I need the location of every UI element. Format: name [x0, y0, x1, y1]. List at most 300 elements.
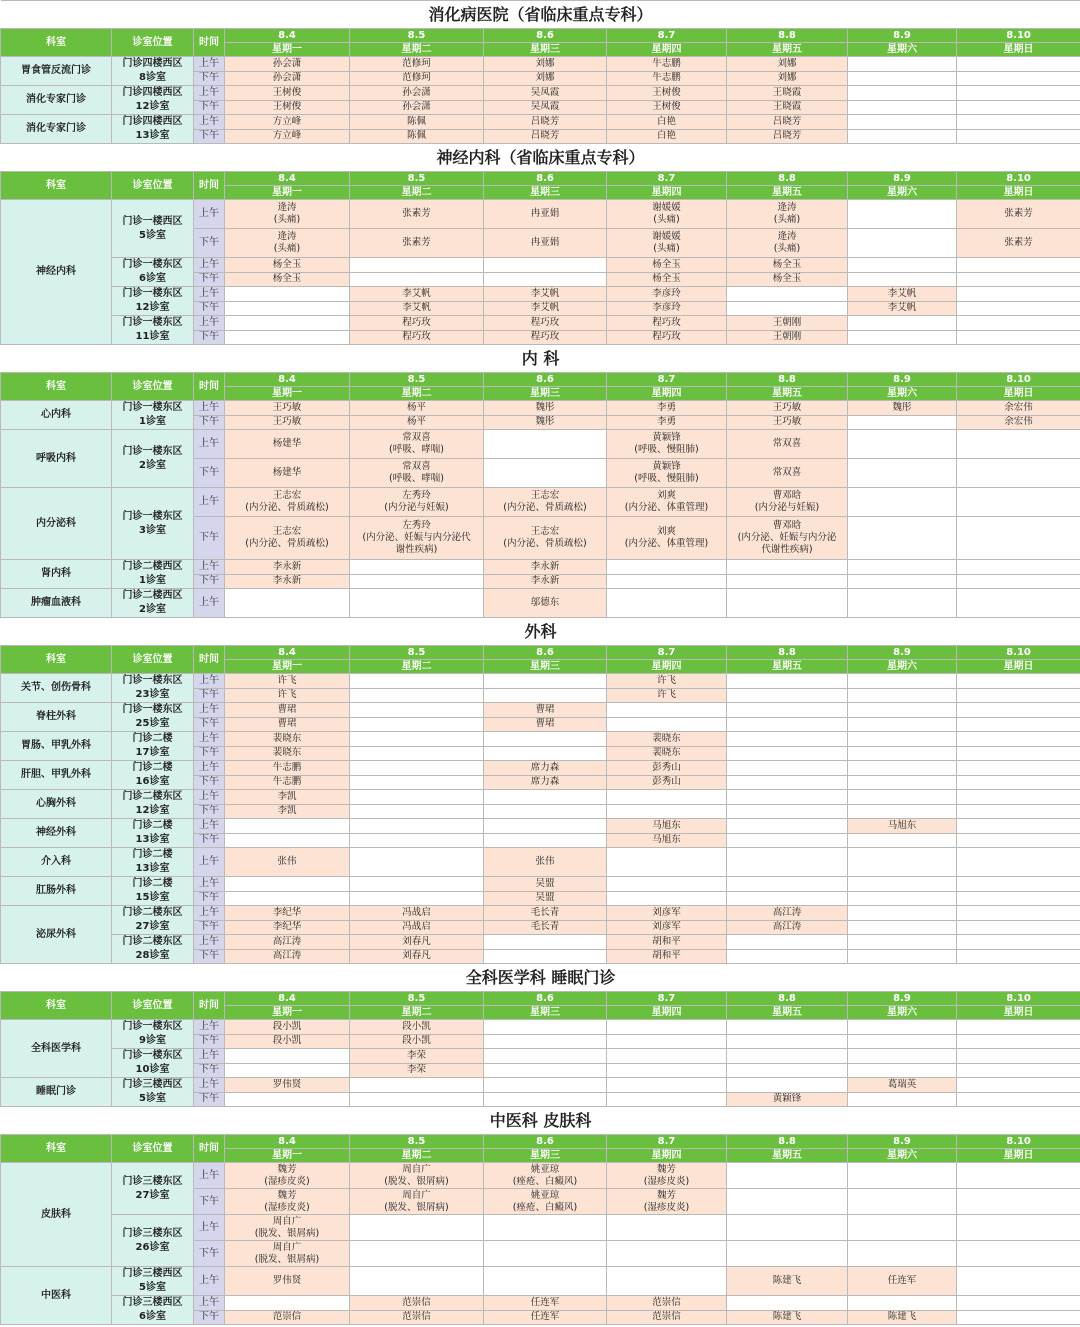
header-weekday: 星期五 — [727, 1006, 848, 1020]
doctor-cell — [848, 430, 957, 459]
period-cell: 下午 — [194, 330, 225, 345]
department-cell: 全科医学科 — [1, 1020, 112, 1078]
cell-text: (痤疮、白癜风) — [512, 1201, 578, 1213]
doctor-cell — [350, 272, 484, 287]
doctor-cell — [957, 415, 1080, 430]
doctor-cell — [350, 833, 484, 848]
doctor-cell — [225, 100, 350, 115]
header-weekday: 星期四 — [607, 1006, 727, 1020]
cell-text: 张素芳 — [1004, 208, 1033, 219]
section-title: 全科医学科 睡眠门诊 — [1, 964, 1080, 992]
cell-text: 吕晓芳 — [772, 130, 802, 142]
cell-text: 左秀玲 — [402, 490, 431, 501]
header-weekday: 星期二 — [350, 1149, 484, 1163]
doctor-cell — [848, 1296, 957, 1311]
doctor-cell — [607, 833, 727, 848]
cell-text: 门诊三楼西区 — [122, 1079, 183, 1090]
period-cell: 上午 — [194, 560, 225, 575]
header-weekday: 星期三 — [484, 1006, 607, 1020]
table-row — [1, 761, 1080, 776]
cell-text: 刘彦军 — [652, 921, 681, 933]
doctor-cell — [225, 1163, 350, 1189]
doctor-cell — [484, 129, 607, 144]
period-cell: 上午 — [194, 761, 225, 776]
doctor-cell — [607, 804, 727, 819]
table-row — [1, 906, 1080, 921]
table-row — [1, 790, 1080, 805]
doctor-cell — [350, 949, 484, 964]
cell-text: 曹邓晗 — [772, 490, 802, 501]
cell-text: 李永新 — [272, 575, 302, 587]
cell-text: 门诊二楼东区 — [122, 907, 183, 918]
cell-text: 高江涛 — [772, 921, 802, 933]
cell-text: 门诊二楼 — [132, 878, 173, 889]
doctor-cell — [607, 1034, 727, 1049]
header-weekday: 星期二 — [350, 186, 484, 200]
doctor-cell — [848, 115, 957, 130]
cell-text: 程巧玫 — [652, 316, 681, 328]
cell-text: 5诊室 — [139, 1282, 166, 1293]
department-cell: 关节、创伤骨科 — [1, 674, 112, 703]
cell-text: 李艾帆 — [530, 287, 560, 299]
period-cell: 下午 — [194, 129, 225, 144]
cell-text: 段小凯 — [402, 1035, 431, 1047]
cell-text: 逄涛 — [277, 202, 297, 213]
doctor-cell — [957, 560, 1080, 575]
doctor-cell — [350, 258, 484, 273]
cell-text: 曹邓晗 — [772, 520, 802, 531]
doctor-cell — [727, 717, 848, 732]
doctor-cell — [607, 1310, 727, 1325]
header-date: 8.4 — [225, 172, 350, 186]
table-row — [1, 488, 1080, 517]
doctor-cell — [225, 790, 350, 805]
header-date: 8.9 — [848, 172, 957, 186]
doctor-cell — [484, 819, 607, 834]
doctor-cell — [957, 920, 1080, 935]
doctor-cell — [957, 1049, 1080, 1064]
cell-text: 李凯 — [277, 790, 297, 802]
doctor-cell — [484, 1163, 607, 1189]
doctor-cell — [848, 86, 957, 101]
doctor-cell — [484, 57, 607, 72]
period-cell: 上午 — [194, 115, 225, 130]
period-cell: 上午 — [194, 1020, 225, 1035]
table-row — [1, 258, 1080, 273]
cell-text: 吴盟 — [535, 877, 555, 889]
header-dept: 科室 — [1, 1135, 112, 1163]
section-title-row — [1, 964, 1080, 992]
cell-text: 任连军 — [887, 1275, 917, 1286]
doctor-cell — [727, 71, 848, 86]
doctor-cell — [727, 1078, 848, 1093]
doctor-cell — [957, 877, 1080, 892]
header-weekday: 星期六 — [848, 186, 957, 200]
doctor-cell — [727, 1296, 848, 1311]
doctor-cell — [350, 906, 484, 921]
cell-text: 10诊室 — [135, 1064, 170, 1075]
cell-text: 王晓霞 — [772, 86, 802, 98]
doctor-cell — [727, 935, 848, 950]
department-cell: 皮肤科 — [1, 1163, 112, 1267]
doctor-cell — [225, 935, 350, 950]
header-weekday: 星期二 — [350, 660, 484, 674]
room-location-cell — [112, 589, 194, 618]
doctor-cell — [607, 301, 727, 316]
cell-text: 裴晓东 — [272, 747, 302, 759]
period-cell: 上午 — [194, 674, 225, 689]
cell-text: 范崇信 — [402, 1311, 431, 1323]
cell-text: 方立峰 — [272, 115, 302, 127]
doctor-cell — [607, 330, 727, 345]
doctor-cell — [848, 906, 957, 921]
doctor-cell — [350, 775, 484, 790]
cell-text: 姚亚琼 — [530, 1163, 560, 1175]
cell-text: 黄颖锋 — [652, 432, 681, 443]
cell-text: 黄颖锋 — [652, 461, 681, 472]
room-location-cell — [112, 1049, 194, 1078]
header-location: 诊室位置 — [112, 172, 194, 200]
doctor-cell — [848, 1092, 957, 1107]
cell-text: 曹珺 — [535, 718, 555, 730]
cell-text: 彭秀山 — [652, 761, 681, 773]
department-cell: 心内科 — [1, 401, 112, 430]
cell-text: 李艾帆 — [887, 287, 917, 299]
doctor-cell — [484, 1063, 607, 1078]
doctor-cell — [607, 1215, 727, 1241]
header-date: 8.6 — [484, 172, 607, 186]
cell-text: 张素芳 — [402, 237, 431, 248]
cell-text: 13诊室 — [135, 130, 170, 141]
header-row — [1, 373, 1080, 387]
cell-text: 胡和平 — [652, 935, 681, 947]
doctor-cell — [350, 1189, 484, 1215]
cell-text: 冯战启 — [402, 921, 431, 933]
doctor-cell — [727, 316, 848, 331]
cell-text: 门诊三楼西区 — [122, 1268, 183, 1279]
cell-text: (头痛) — [273, 214, 301, 225]
header-date: 8.6 — [484, 1135, 607, 1149]
doctor-cell — [607, 287, 727, 302]
room-location-cell — [112, 703, 194, 732]
period-cell: 下午 — [194, 1310, 225, 1325]
cell-text: 吕晓芳 — [772, 115, 802, 127]
doctor-cell — [607, 488, 727, 517]
cell-text: 席力森 — [530, 761, 560, 773]
cell-text: 葛瑞英 — [887, 1078, 917, 1090]
header-date: 8.4 — [225, 29, 350, 43]
cell-text: 孙会潇 — [272, 57, 302, 69]
doctor-cell — [957, 330, 1080, 345]
header-time: 时间 — [194, 172, 225, 200]
cell-text: (脱发、银屑病) — [384, 1201, 449, 1213]
doctor-cell — [350, 560, 484, 575]
cell-text: (脱发、银屑病) — [254, 1253, 320, 1265]
cell-text: 门诊一楼东区 — [122, 445, 183, 457]
header-weekday: 星期五 — [727, 660, 848, 674]
doctor-cell — [350, 517, 484, 560]
doctor-cell — [350, 804, 484, 819]
doctor-cell — [848, 287, 957, 302]
room-location-cell — [112, 86, 194, 115]
doctor-cell — [350, 746, 484, 761]
cell-text: 李荣 — [406, 1049, 426, 1061]
cell-text: 李勇 — [656, 401, 676, 413]
department-cell: 泌尿外科 — [1, 906, 112, 964]
doctor-cell — [957, 589, 1080, 618]
doctor-cell — [225, 920, 350, 935]
cell-text: 刘娜 — [535, 57, 555, 69]
cell-text: (头痛) — [653, 214, 680, 225]
cell-text: 15诊室 — [135, 892, 170, 903]
cell-text: 1诊室 — [139, 575, 166, 586]
cell-text: 陈建飞 — [887, 1311, 917, 1323]
department-cell: 介入科 — [1, 848, 112, 877]
department-cell: 肾内科 — [1, 560, 112, 589]
header-date: 8.5 — [350, 646, 484, 660]
doctor-cell — [225, 430, 350, 459]
cell-text: 门诊四楼西区 — [122, 58, 183, 69]
doctor-cell — [957, 688, 1080, 703]
doctor-cell — [225, 200, 350, 229]
cell-text: 范崇信 — [272, 1311, 302, 1323]
cell-text: 牛志鹏 — [652, 57, 681, 69]
doctor-cell — [957, 1063, 1080, 1078]
cell-text: 陈佩 — [406, 130, 426, 142]
cell-text: 罗伟贤 — [272, 1275, 302, 1286]
header-weekday: 星期一 — [225, 1149, 350, 1163]
table-row — [1, 935, 1080, 950]
cell-text: 门诊一楼东区 — [122, 1021, 183, 1032]
cell-text: 周自广 — [272, 1215, 302, 1227]
header-row — [1, 992, 1080, 1006]
period-cell: 上午 — [194, 1049, 225, 1064]
doctor-cell — [484, 1049, 607, 1064]
cell-text: 门诊二楼 — [132, 733, 173, 744]
cell-text: 门诊一楼东区 — [122, 259, 183, 270]
doctor-cell — [957, 1092, 1080, 1107]
cell-text: 13诊室 — [135, 863, 170, 874]
cell-text: 5诊室 — [139, 229, 166, 241]
cell-text: 程巧玫 — [402, 331, 431, 343]
doctor-cell — [848, 488, 957, 517]
doctor-cell — [727, 674, 848, 689]
cell-text: 刘娜 — [777, 72, 797, 84]
header-weekday: 星期日 — [957, 1149, 1080, 1163]
cell-text: 李艾帆 — [887, 302, 917, 314]
doctor-cell — [484, 430, 607, 459]
cell-text: 罗伟贤 — [272, 1078, 302, 1090]
cell-text: (内分泌、骨质疏松) — [245, 502, 329, 513]
doctor-cell — [607, 100, 727, 115]
header-time: 时间 — [194, 29, 225, 57]
doctor-cell — [350, 401, 484, 416]
room-location-cell — [112, 430, 194, 488]
header-dept: 科室 — [1, 373, 112, 401]
cell-text: 门诊四楼西区 — [122, 87, 183, 98]
doctor-cell — [727, 775, 848, 790]
doctor-cell — [957, 86, 1080, 101]
header-date: 8.10 — [957, 646, 1080, 660]
doctor-cell — [484, 589, 607, 618]
doctor-cell — [225, 401, 350, 416]
doctor-cell — [727, 891, 848, 906]
doctor-cell — [957, 401, 1080, 416]
doctor-cell — [484, 775, 607, 790]
doctor-cell — [225, 848, 350, 877]
room-location-cell — [112, 488, 194, 560]
cell-text: 11诊室 — [135, 331, 170, 342]
doctor-cell — [350, 1215, 484, 1241]
header-date: 8.6 — [484, 646, 607, 660]
cell-text: 门诊一楼东区 — [122, 510, 183, 522]
header-date: 8.7 — [607, 992, 727, 1006]
doctor-cell — [727, 920, 848, 935]
doctor-cell — [225, 1189, 350, 1215]
doctor-cell — [225, 229, 350, 258]
cell-text: 8诊室 — [139, 72, 166, 83]
doctor-cell — [607, 790, 727, 805]
header-weekday: 星期三 — [484, 387, 607, 401]
room-location-cell — [112, 57, 194, 86]
doctor-cell — [848, 1310, 957, 1325]
cell-text: 王志宏 — [272, 490, 302, 501]
doctor-cell — [727, 790, 848, 805]
doctor-cell — [727, 688, 848, 703]
cell-text: 门诊二楼 — [132, 820, 173, 831]
doctor-cell — [727, 1163, 848, 1189]
cell-text: 王志宏 — [272, 526, 302, 537]
doctor-cell — [727, 229, 848, 258]
doctor-cell — [607, 775, 727, 790]
cell-text: 2诊室 — [139, 459, 166, 471]
doctor-cell — [727, 287, 848, 302]
header-weekday: 星期日 — [957, 660, 1080, 674]
period-cell: 上午 — [194, 819, 225, 834]
doctor-cell — [727, 430, 848, 459]
doctor-cell — [225, 877, 350, 892]
room-location-cell — [112, 287, 194, 316]
doctor-cell — [607, 1267, 727, 1296]
cell-text: (呼吸、慢阻肺) — [634, 473, 699, 484]
doctor-cell — [848, 589, 957, 618]
cell-text: 高江涛 — [272, 935, 302, 947]
cell-text: 常双喜 — [402, 432, 431, 443]
doctor-cell — [848, 732, 957, 747]
cell-text: 李纪华 — [272, 906, 302, 918]
header-location: 诊室位置 — [112, 1135, 194, 1163]
doctor-cell — [607, 1020, 727, 1035]
doctor-cell — [727, 517, 848, 560]
cell-text: 谢性疾病) — [395, 544, 438, 555]
doctor-cell — [848, 459, 957, 488]
table-row — [1, 1020, 1080, 1035]
header-date: 8.4 — [225, 373, 350, 387]
doctor-cell — [225, 703, 350, 718]
section-title: 中医科 皮肤科 — [1, 1107, 1080, 1135]
cell-text: (脱发、银屑病) — [384, 1175, 449, 1187]
cell-text: 刘娜 — [777, 57, 797, 69]
cell-text: 刘爽 — [656, 526, 676, 537]
doctor-cell — [607, 200, 727, 229]
room-location-cell — [112, 115, 194, 144]
doctor-cell — [607, 115, 727, 130]
header-weekday: 星期日 — [957, 43, 1080, 57]
doctor-cell — [848, 301, 957, 316]
doctor-cell — [484, 574, 607, 589]
cell-text: 段小凯 — [402, 1020, 431, 1032]
header-date: 8.8 — [727, 646, 848, 660]
cell-text: 邬德东 — [530, 597, 560, 608]
cell-text: 毛长青 — [530, 921, 560, 933]
cell-text: 范修珂 — [402, 72, 431, 84]
doctor-cell — [848, 891, 957, 906]
room-location-cell — [112, 1267, 194, 1296]
header-date: 8.10 — [957, 1135, 1080, 1149]
cell-text: 王巧敏 — [772, 416, 802, 428]
cell-text: 曹珺 — [277, 718, 297, 730]
doctor-cell — [957, 316, 1080, 331]
header-row — [1, 172, 1080, 186]
doctor-cell — [957, 430, 1080, 459]
cell-text: (湿疹皮炎) — [264, 1175, 310, 1187]
room-location-cell — [112, 906, 194, 935]
doctor-cell — [225, 301, 350, 316]
doctor-cell — [607, 589, 727, 618]
doctor-cell — [607, 877, 727, 892]
table-row — [1, 819, 1080, 834]
doctor-cell — [957, 57, 1080, 72]
table-row — [1, 200, 1080, 229]
period-cell: 下午 — [194, 415, 225, 430]
doctor-cell — [607, 560, 727, 575]
doctor-cell — [350, 891, 484, 906]
doctor-cell — [848, 1063, 957, 1078]
header-date: 8.7 — [607, 172, 727, 186]
cell-text: (湿疹皮炎) — [264, 1201, 310, 1213]
doctor-cell — [727, 877, 848, 892]
doctor-cell — [484, 1267, 607, 1296]
period-cell: 下午 — [194, 1063, 225, 1078]
cell-text: 王树俊 — [272, 86, 302, 98]
header-time: 时间 — [194, 1135, 225, 1163]
cell-text: (呼吸、哮喘) — [389, 444, 444, 455]
cell-text: 马旭东 — [887, 819, 917, 831]
doctor-cell — [957, 1034, 1080, 1049]
cell-text: 刘爽 — [656, 490, 676, 501]
cell-text: 12诊室 — [135, 805, 170, 816]
doctor-cell — [957, 1215, 1080, 1241]
doctor-cell — [225, 459, 350, 488]
period-cell: 下午 — [194, 891, 225, 906]
doctor-cell — [848, 57, 957, 72]
department-cell: 脊柱外科 — [1, 703, 112, 732]
header-dept: 科室 — [1, 172, 112, 200]
cell-text: 马旭东 — [652, 819, 681, 831]
doctor-cell — [727, 949, 848, 964]
period-cell: 下午 — [194, 804, 225, 819]
cell-text: 杨全玉 — [652, 273, 681, 285]
doctor-cell — [484, 703, 607, 718]
cell-text: 王树俊 — [652, 101, 681, 113]
cell-text: 门诊一楼西区 — [122, 215, 183, 227]
doctor-cell — [484, 935, 607, 950]
cell-text: 牛志鹏 — [652, 72, 681, 84]
header-weekday: 星期六 — [848, 387, 957, 401]
doctor-cell — [350, 459, 484, 488]
header-weekday: 星期一 — [225, 1006, 350, 1020]
header-date: 8.7 — [607, 1135, 727, 1149]
